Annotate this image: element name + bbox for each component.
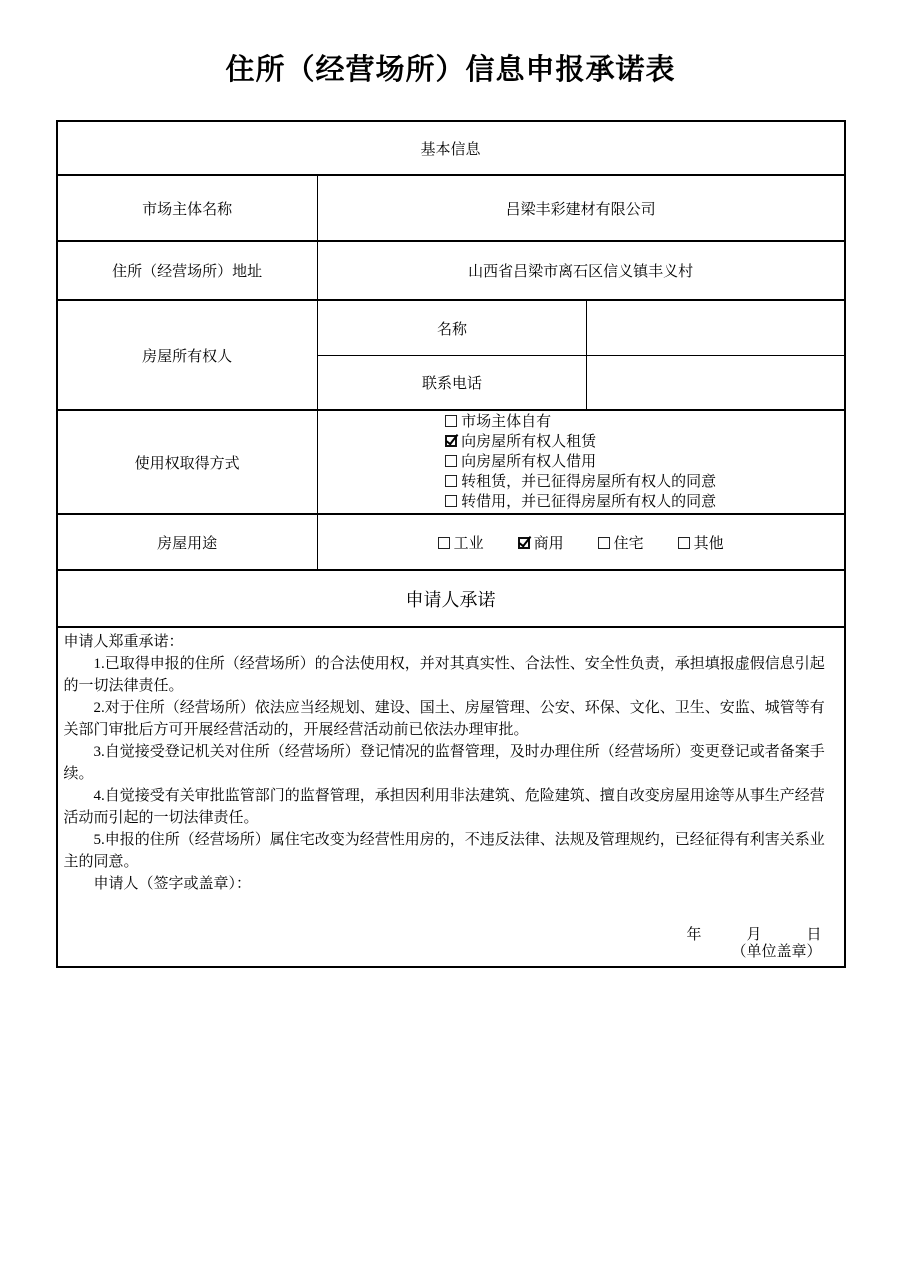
purpose-option-industrial[interactable] bbox=[438, 532, 484, 553]
commitment-item: 3.自觉接受登记机关对住所（经营场所）登记情况的监督管理，及时办理住所（经营场所）变更登记或者备案手续。 bbox=[63, 744, 825, 782]
entity-name-label: 市场主体名称 bbox=[57, 175, 318, 241]
house-purpose-label: 房屋用途 bbox=[57, 514, 318, 570]
table-row-owner-name bbox=[57, 300, 845, 356]
purpose-option-label: 住宅 bbox=[613, 535, 644, 552]
owner-label: 房屋所有权人 bbox=[57, 300, 318, 410]
entity-name-value: 吕梁丰彩建材有限公司 bbox=[317, 175, 844, 241]
usage-option-leased-from-owner[interactable] bbox=[445, 432, 716, 452]
purpose-option-other[interactable] bbox=[678, 532, 724, 553]
purpose-option-label: 商用 bbox=[533, 535, 564, 552]
table-row-address bbox=[57, 241, 845, 300]
usage-option-label: 转借用，并已征得房屋所有权人的同意 bbox=[461, 494, 717, 510]
checkbox-checked-icon[interactable] bbox=[518, 537, 530, 549]
address-value: 山西省吕梁市离石区信义镇丰义村 bbox=[317, 241, 844, 300]
seal-line: （单位盖章） bbox=[731, 944, 822, 960]
usage-method-options bbox=[317, 410, 844, 514]
owner-name-label: 名称 bbox=[317, 300, 586, 356]
signature-label[interactable]: 申请人（签字或盖章）： bbox=[93, 876, 252, 892]
section-header-basic-info: 基本信息 bbox=[57, 121, 845, 175]
purpose-option-label: 其他 bbox=[693, 535, 724, 552]
checkbox-icon[interactable] bbox=[445, 495, 457, 507]
checkbox-checked-icon[interactable] bbox=[445, 435, 457, 447]
commitment-item: 5.申报的住所（经营场所）属住宅改变为经营性用房的，不违反法律、法规及管理规约，已经征得有利害关系业主的同意。 bbox=[63, 832, 825, 870]
checkbox-icon[interactable] bbox=[445, 415, 457, 427]
address-label: 住所（经营场所）地址 bbox=[57, 241, 318, 300]
checkbox-icon[interactable] bbox=[445, 455, 457, 467]
commitment-item: 1.已取得申报的住所（经营场所）的合法使用权，并对其真实性、合法性、安全性负责，承担填报虚假信息引起的一切法律责任。 bbox=[63, 656, 825, 694]
date-seal-block bbox=[64, 927, 838, 961]
table-row-commitment-text bbox=[57, 627, 845, 967]
purpose-option-residential[interactable] bbox=[598, 532, 644, 553]
section-row-basic-info bbox=[57, 121, 845, 175]
usage-option-label: 转租赁，并已征得房屋所有权人的同意 bbox=[461, 474, 717, 490]
commitment-intro: 申请人郑重承诺： bbox=[63, 634, 184, 650]
usage-option-label: 向房屋所有权人租赁 bbox=[461, 434, 597, 450]
owner-phone-input[interactable] bbox=[587, 356, 845, 411]
usage-option-label: 市场主体自有 bbox=[461, 414, 552, 430]
owner-phone-label: 联系电话 bbox=[317, 356, 586, 411]
checkbox-icon[interactable] bbox=[678, 537, 690, 549]
usage-method-label: 使用权取得方式 bbox=[57, 410, 318, 514]
usage-option-sub-borrow[interactable] bbox=[445, 492, 716, 512]
page-title: 住所（经营场所）信息申报承诺表 bbox=[225, 54, 676, 86]
purpose-option-commercial[interactable] bbox=[518, 532, 564, 553]
table-row-usage-method bbox=[57, 410, 845, 514]
table-row-entity-name bbox=[57, 175, 845, 241]
usage-option-borrowed-from-owner[interactable] bbox=[445, 452, 716, 472]
table-row-house-purpose bbox=[57, 514, 845, 570]
commitment-item: 2.对于住所（经营场所）依法应当经规划、建设、国土、房屋管理、公安、环保、文化、卫生、安监、城管等有关部门审批后方可开展经营活动的，开展经营活动前已依法办理审批。 bbox=[63, 700, 825, 738]
purpose-option-label: 工业 bbox=[453, 535, 484, 552]
house-purpose-options bbox=[317, 514, 844, 570]
declaration-form-table bbox=[56, 120, 846, 968]
section-row-commitment bbox=[57, 570, 845, 627]
usage-option-sublease[interactable] bbox=[445, 472, 716, 492]
usage-option-self-owned[interactable] bbox=[445, 412, 716, 432]
checkbox-icon[interactable] bbox=[445, 475, 457, 487]
section-header-commitment: 申请人承诺 bbox=[57, 570, 845, 627]
checkbox-icon[interactable] bbox=[438, 537, 450, 549]
owner-name-input[interactable] bbox=[587, 300, 845, 356]
usage-option-label: 向房屋所有权人借用 bbox=[461, 454, 597, 470]
date-line[interactable]: 年 月 日 bbox=[686, 927, 822, 943]
commitment-cell bbox=[57, 627, 845, 967]
checkbox-icon[interactable] bbox=[598, 537, 610, 549]
commitment-item: 4.自觉接受有关审批监管部门的监督管理，承担因利用非法建筑、危险建筑、擅自改变房屋用途等从事生产经营活动而引起的一切法律责任。 bbox=[63, 788, 825, 826]
